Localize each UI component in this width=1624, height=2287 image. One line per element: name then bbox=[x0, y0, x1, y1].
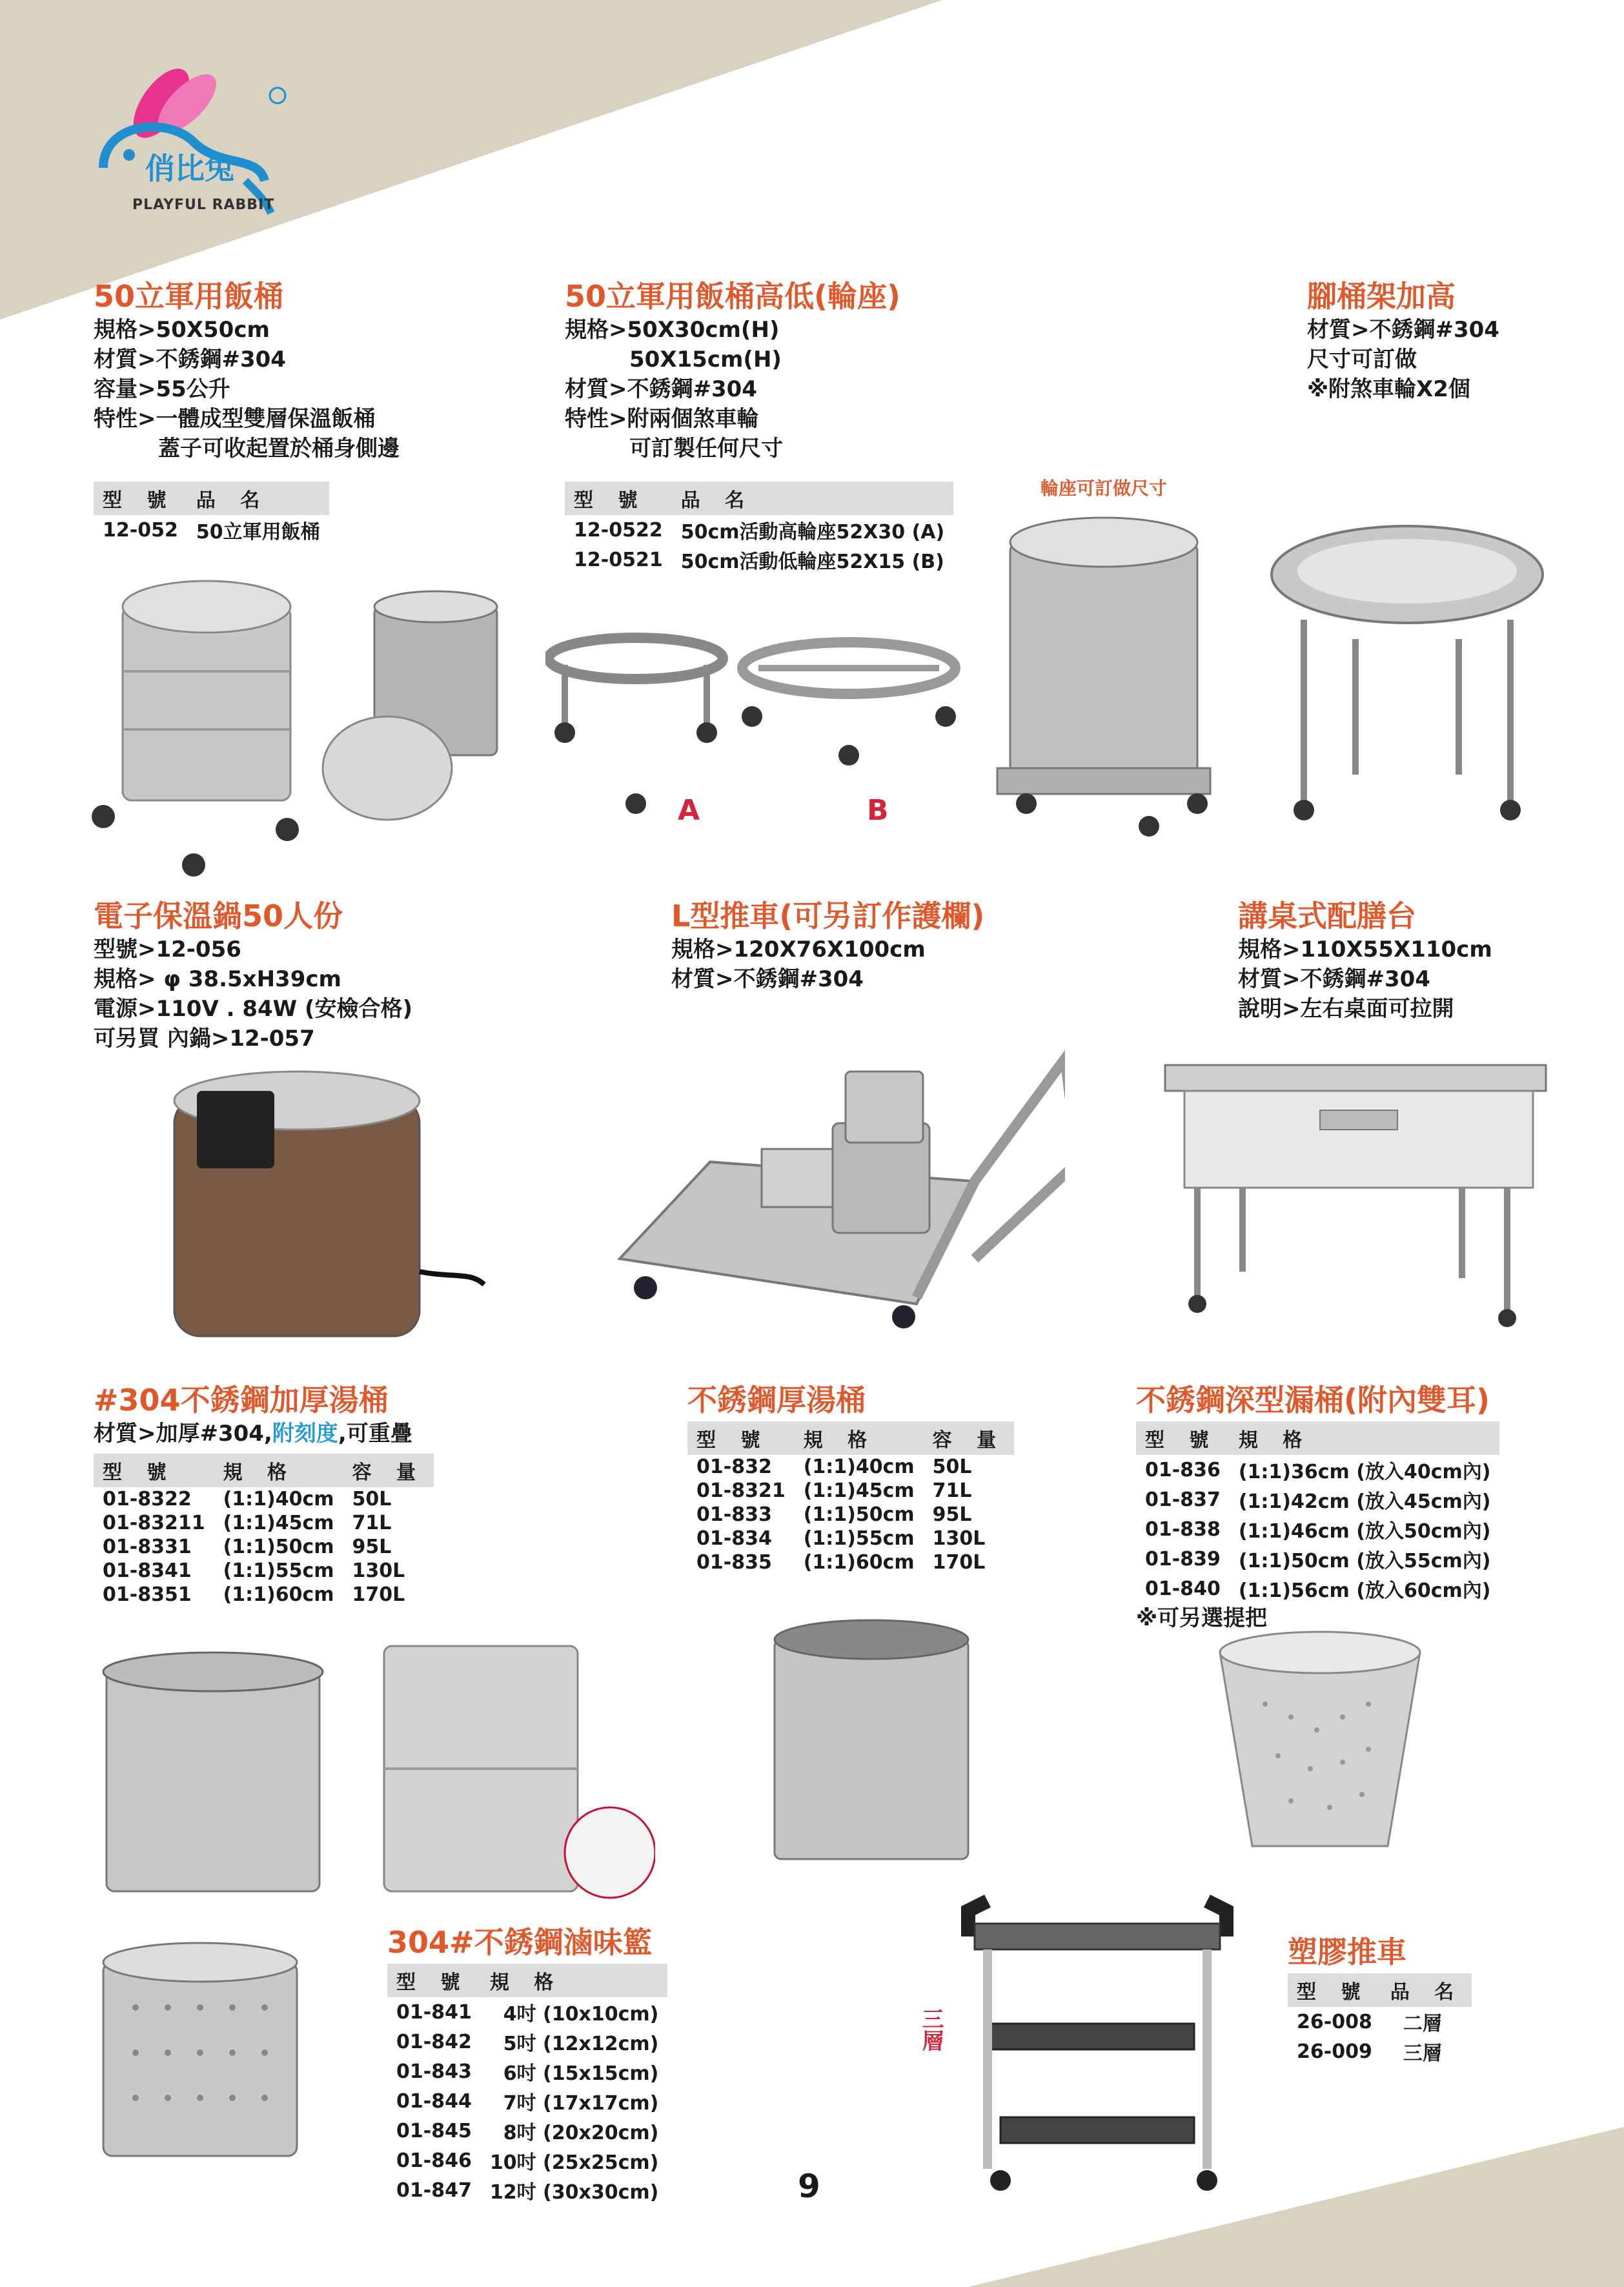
product-title: #304不銹鋼加厚湯桶 bbox=[94, 1383, 389, 1418]
spec-line: 特性>一體成型雙層保溫飯桶 bbox=[94, 406, 376, 432]
table-header: 規 格 bbox=[1230, 1421, 1500, 1455]
spec-line: 規格>50X50cm bbox=[94, 317, 270, 343]
product-title: 不銹鋼深型漏桶(附內雙耳) bbox=[1136, 1383, 1490, 1418]
spec-line: 蓋子可收起置於桶身側邊 bbox=[158, 436, 400, 462]
product-title: 不銹鋼厚湯桶 bbox=[687, 1383, 866, 1418]
product-l-cart bbox=[671, 897, 984, 994]
table-row: 26-009 三層 bbox=[1297, 2040, 1442, 2065]
spec-line: 尺寸可訂做 bbox=[1307, 347, 1417, 372]
product-title: 講桌式配膳台 bbox=[1238, 899, 1416, 933]
spec-line: 材質>加厚#304,附刻度,可重疊 bbox=[94, 1421, 412, 1447]
spec-line: 型號>12-056 bbox=[94, 937, 241, 962]
table-header: 品 名 bbox=[672, 482, 954, 515]
table-header: 型 號 bbox=[94, 482, 187, 515]
table-row: 01-8321 (1:1)45cm 71L bbox=[696, 1479, 972, 1502]
page-number: 9 bbox=[798, 2168, 820, 2205]
spec-line: 電源>110V . 84W (安檢合格) bbox=[94, 996, 413, 1022]
label-a: A bbox=[678, 794, 700, 827]
spec-line: 50X15cm(H) bbox=[629, 347, 782, 372]
thick-soup-bucket-image bbox=[755, 1614, 988, 1872]
table-header: 規 格 bbox=[481, 1964, 668, 1997]
product-braised-basket bbox=[387, 1924, 667, 2205]
table-row: 01-844 7吋 (17x17cm) bbox=[396, 2089, 659, 2115]
product-table bbox=[387, 1964, 667, 2205]
product-title: 塑膠推車 bbox=[1288, 1935, 1406, 1969]
product-lectern-serving-table bbox=[1238, 897, 1492, 1024]
product-thick-soup-bucket-304 bbox=[94, 1381, 434, 1607]
spec-line: 特性>附兩個煞車輪 bbox=[565, 406, 759, 432]
plastic-cart-image bbox=[949, 1872, 1246, 2195]
serving-table-image bbox=[1159, 1039, 1552, 1343]
spec-line: 可訂製任何尺寸 bbox=[629, 436, 783, 462]
product-title: 50立軍用飯桶 bbox=[94, 279, 284, 314]
spec-line: 容量>55公升 bbox=[94, 376, 230, 402]
wheel-base-image bbox=[545, 510, 1243, 846]
label-b: B bbox=[867, 794, 889, 827]
table-row: 01-836 (1:1)36cm (放入40cm內) bbox=[1145, 1458, 1491, 1483]
spec-line: 說明>左右桌面可拉開 bbox=[1238, 996, 1454, 1022]
table-header: 型 號 bbox=[1288, 1973, 1381, 2007]
bucket-stand-image bbox=[1265, 516, 1549, 833]
table-row: 01-841 4吋 (10x10cm) bbox=[396, 2000, 659, 2026]
table-row: 01-835 (1:1)60cm 170L bbox=[696, 1551, 986, 1574]
table-row: 01-845 8吋 (20x20cm) bbox=[396, 2119, 659, 2144]
table-row: 26-008 二層 bbox=[1297, 2010, 1442, 2035]
table-row: 01-833 (1:1)50cm 95L bbox=[696, 1503, 972, 1526]
table-header: 規 格 bbox=[795, 1421, 924, 1455]
soup-bucket-304-image bbox=[74, 1640, 655, 1917]
brand-english: PLAYFUL RABBIT bbox=[132, 197, 275, 213]
table-row: 12-0521 50cm活動低輪座52X15 (B) bbox=[574, 548, 944, 573]
scale-highlight: 附刻度 bbox=[272, 1421, 338, 1447]
electric-warmer-image bbox=[161, 1065, 497, 1356]
rice-bucket-image bbox=[90, 568, 516, 878]
table-row: 01-847 12吋 (30x30cm) bbox=[396, 2179, 659, 2204]
table-row: 01-838 (1:1)46cm (放入50cm內) bbox=[1145, 1518, 1491, 1543]
product-bucket-stand bbox=[1307, 278, 1499, 404]
table-row: 01-834 (1:1)55cm 130L bbox=[696, 1527, 986, 1550]
product-title: 50立軍用飯桶高低(輪座) bbox=[565, 279, 901, 314]
table-row: 01-83211 (1:1)45cm 71L bbox=[103, 1512, 392, 1534]
spec-line: ※附煞車輪X2個 bbox=[1307, 376, 1470, 402]
table-row: 01-8351 (1:1)60cm 170L bbox=[103, 1583, 405, 1606]
wheel-base-note: 輪座可訂做尺寸 bbox=[1040, 478, 1168, 499]
table-row: 01-842 5吋 (12x12cm) bbox=[396, 2030, 659, 2055]
brand-name: 俏比兔 bbox=[145, 151, 234, 186]
l-cart-image bbox=[613, 1033, 1065, 1330]
three-tier-vertical-label: 三層 bbox=[918, 2007, 944, 2051]
product-title: 電子保溫鍋50人份 bbox=[94, 899, 343, 933]
table-header: 品 名 bbox=[187, 482, 329, 515]
spec-line: 材質>不銹鋼#304 bbox=[565, 376, 757, 402]
table-row: 12-052 50立軍用飯桶 bbox=[103, 518, 320, 544]
strainer-note: ※可另選提把 bbox=[1136, 1605, 1268, 1631]
product-table bbox=[1288, 1973, 1472, 2066]
table-header: 型 號 bbox=[1136, 1421, 1230, 1455]
product-electric-warmer bbox=[94, 897, 412, 1053]
product-table bbox=[94, 482, 329, 545]
product-table bbox=[687, 1421, 1014, 1574]
product-title: L型推車(可另訂作護欄) bbox=[671, 899, 985, 933]
table-header: 容 量 bbox=[343, 1454, 434, 1487]
product-table bbox=[94, 1454, 434, 1607]
spec-line: 可另買 內鍋>12-057 bbox=[94, 1026, 315, 1052]
table-row: 01-839 (1:1)50cm (放入55cm內) bbox=[1145, 1547, 1491, 1572]
product-military-rice-bucket bbox=[94, 278, 400, 545]
table-row: 01-837 (1:1)42cm (放入45cm內) bbox=[1145, 1488, 1491, 1513]
table-header: 容 量 bbox=[924, 1421, 1014, 1455]
spec-line: 規格>50X30cm(H) bbox=[565, 317, 780, 343]
strainer-bucket-image bbox=[1213, 1627, 1426, 1859]
spec-line: 材質>不銹鋼#304 bbox=[1307, 317, 1499, 343]
table-row: 01-8322 (1:1)40cm 50L bbox=[103, 1488, 392, 1510]
spec-line: 規格> φ 38.5xH39cm bbox=[94, 966, 341, 992]
table-row: 01-846 10吋 (25x25cm) bbox=[396, 2149, 659, 2174]
product-title: 304#不銹鋼滷味籃 bbox=[387, 1925, 653, 1960]
table-header: 規 格 bbox=[214, 1454, 343, 1487]
spec-line: 規格>110X55X110cm bbox=[1238, 937, 1492, 962]
spec-line: 規格>120X76X100cm bbox=[671, 937, 926, 962]
product-title: 腳桶架加高 bbox=[1307, 279, 1456, 314]
product-table bbox=[1136, 1421, 1499, 1603]
braised-basket-image bbox=[77, 1924, 323, 2169]
product-deep-strainer-bucket bbox=[1136, 1381, 1499, 1633]
table-header: 品 名 bbox=[1381, 1973, 1472, 2007]
spec-line: 材質>不銹鋼#304 bbox=[94, 347, 286, 372]
table-header: 型 號 bbox=[565, 482, 672, 515]
table-header: 型 號 bbox=[94, 1454, 214, 1487]
table-header: 型 號 bbox=[687, 1421, 795, 1455]
table-row: 01-8341 (1:1)55cm 130L bbox=[103, 1560, 405, 1582]
table-row: 01-843 6吋 (15x15cm) bbox=[396, 2060, 659, 2085]
table-header: 型 號 bbox=[387, 1964, 481, 1997]
table-row: 01-8331 (1:1)50cm 95L bbox=[103, 1536, 392, 1558]
spec-line: 材質>不銹鋼#304 bbox=[1238, 966, 1430, 992]
product-thick-soup-bucket bbox=[687, 1381, 1014, 1574]
spec-line: 材質>不銹鋼#304 bbox=[671, 966, 864, 992]
table-row: 01-840 (1:1)56cm (放入60cm內) bbox=[1145, 1577, 1491, 1602]
table-row: 12-0522 50cm活動高輪座52X30 (A) bbox=[574, 518, 945, 544]
table-row: 01-832 (1:1)40cm 50L bbox=[696, 1456, 972, 1478]
product-plastic-cart bbox=[1288, 1933, 1472, 2066]
